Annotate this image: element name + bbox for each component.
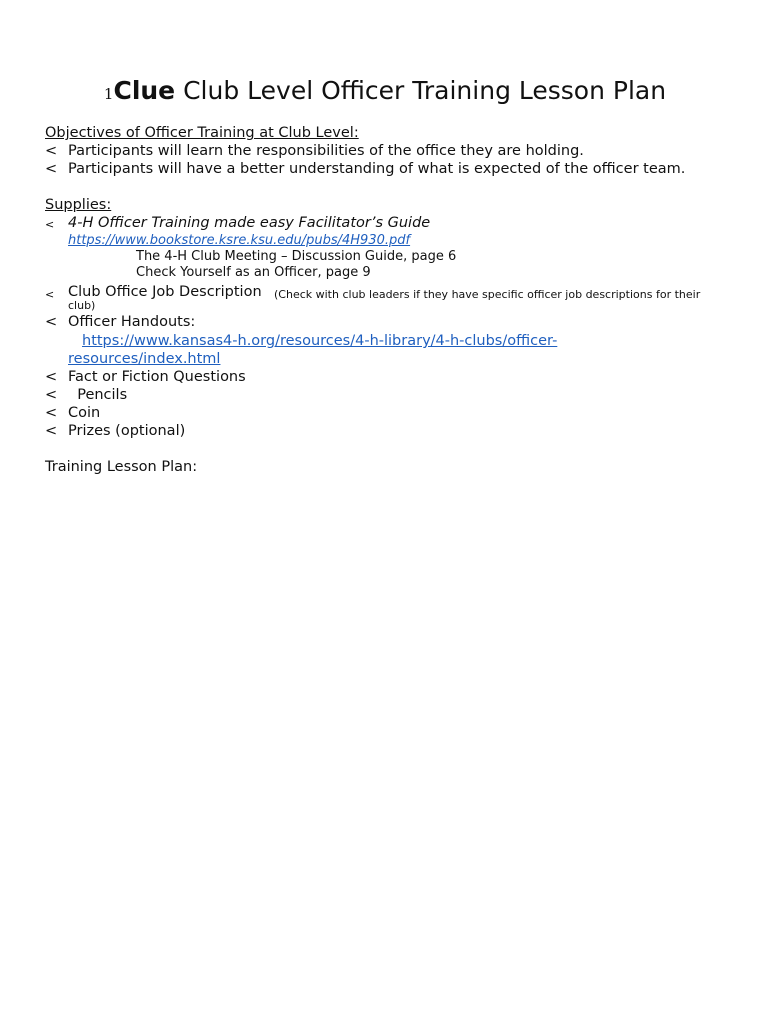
supply-text: Pencils	[68, 387, 128, 403]
guide-page-ref: Check Yourself as an Officer, page 9	[136, 265, 371, 280]
title-text: Club Level Officer Training Lesson Plan	[175, 76, 667, 105]
objective-text: Participants will learn the responsibilities of the office they are holding.	[68, 143, 584, 159]
job-description-note: (Check with club leaders if they have specific officer job descriptions for their	[274, 288, 701, 301]
handouts-link[interactable]: https://www.kansas4-h.org/resources/4-h-library/4-h-clubs/officer-	[82, 333, 558, 349]
objective-item	[0, 142, 770, 160]
bullet-icon: <	[45, 423, 58, 439]
bullet-icon: <	[45, 369, 58, 385]
supply-item	[0, 368, 770, 386]
job-description-label: Club Office Job Description	[68, 284, 262, 300]
objective-text: Participants will have a better understanding of what is expected of the officer team.	[68, 161, 686, 177]
job-description-note-cont: club)	[68, 299, 96, 312]
page-title	[0, 75, 770, 110]
supply-item-job-description	[0, 283, 770, 301]
supplies-heading: Supplies:	[45, 197, 112, 213]
bullet-icon: <	[45, 405, 58, 421]
bullet-icon: <	[45, 314, 58, 330]
bullet-icon: <	[45, 218, 55, 231]
bullet-icon: <	[45, 161, 58, 177]
handouts-link-cont[interactable]: resources/index.html	[68, 351, 221, 367]
supply-item	[0, 386, 770, 404]
supply-item-guide	[0, 214, 770, 232]
supply-item	[0, 422, 770, 440]
bullet-icon: <	[45, 387, 58, 403]
objective-item	[0, 160, 770, 178]
title-number: 1	[103, 85, 114, 103]
supply-text: Prizes (optional)	[68, 423, 186, 439]
objectives-heading: Objectives of Officer Training at Club Level:	[45, 125, 359, 141]
bullet-icon: <	[45, 288, 55, 301]
bullet-icon: <	[45, 143, 58, 159]
supply-text: Fact or Fiction Questions	[68, 369, 246, 385]
title-bold-word: Clue	[113, 76, 176, 105]
supply-text: Coin	[68, 405, 101, 421]
guide-page-ref: The 4-H Club Meeting – Discussion Guide, page 6	[136, 249, 457, 264]
guide-title: 4-H Officer Training made easy Facilitator’s Guide	[68, 215, 431, 231]
handouts-label: Officer Handouts:	[68, 314, 196, 330]
lesson-plan-heading: Training Lesson Plan:	[45, 459, 198, 475]
supply-item	[0, 404, 770, 422]
supply-item-handouts	[0, 313, 770, 331]
guide-link[interactable]: https://www.bookstore.ksre.ksu.edu/pubs/4H930.pdf	[68, 233, 411, 248]
